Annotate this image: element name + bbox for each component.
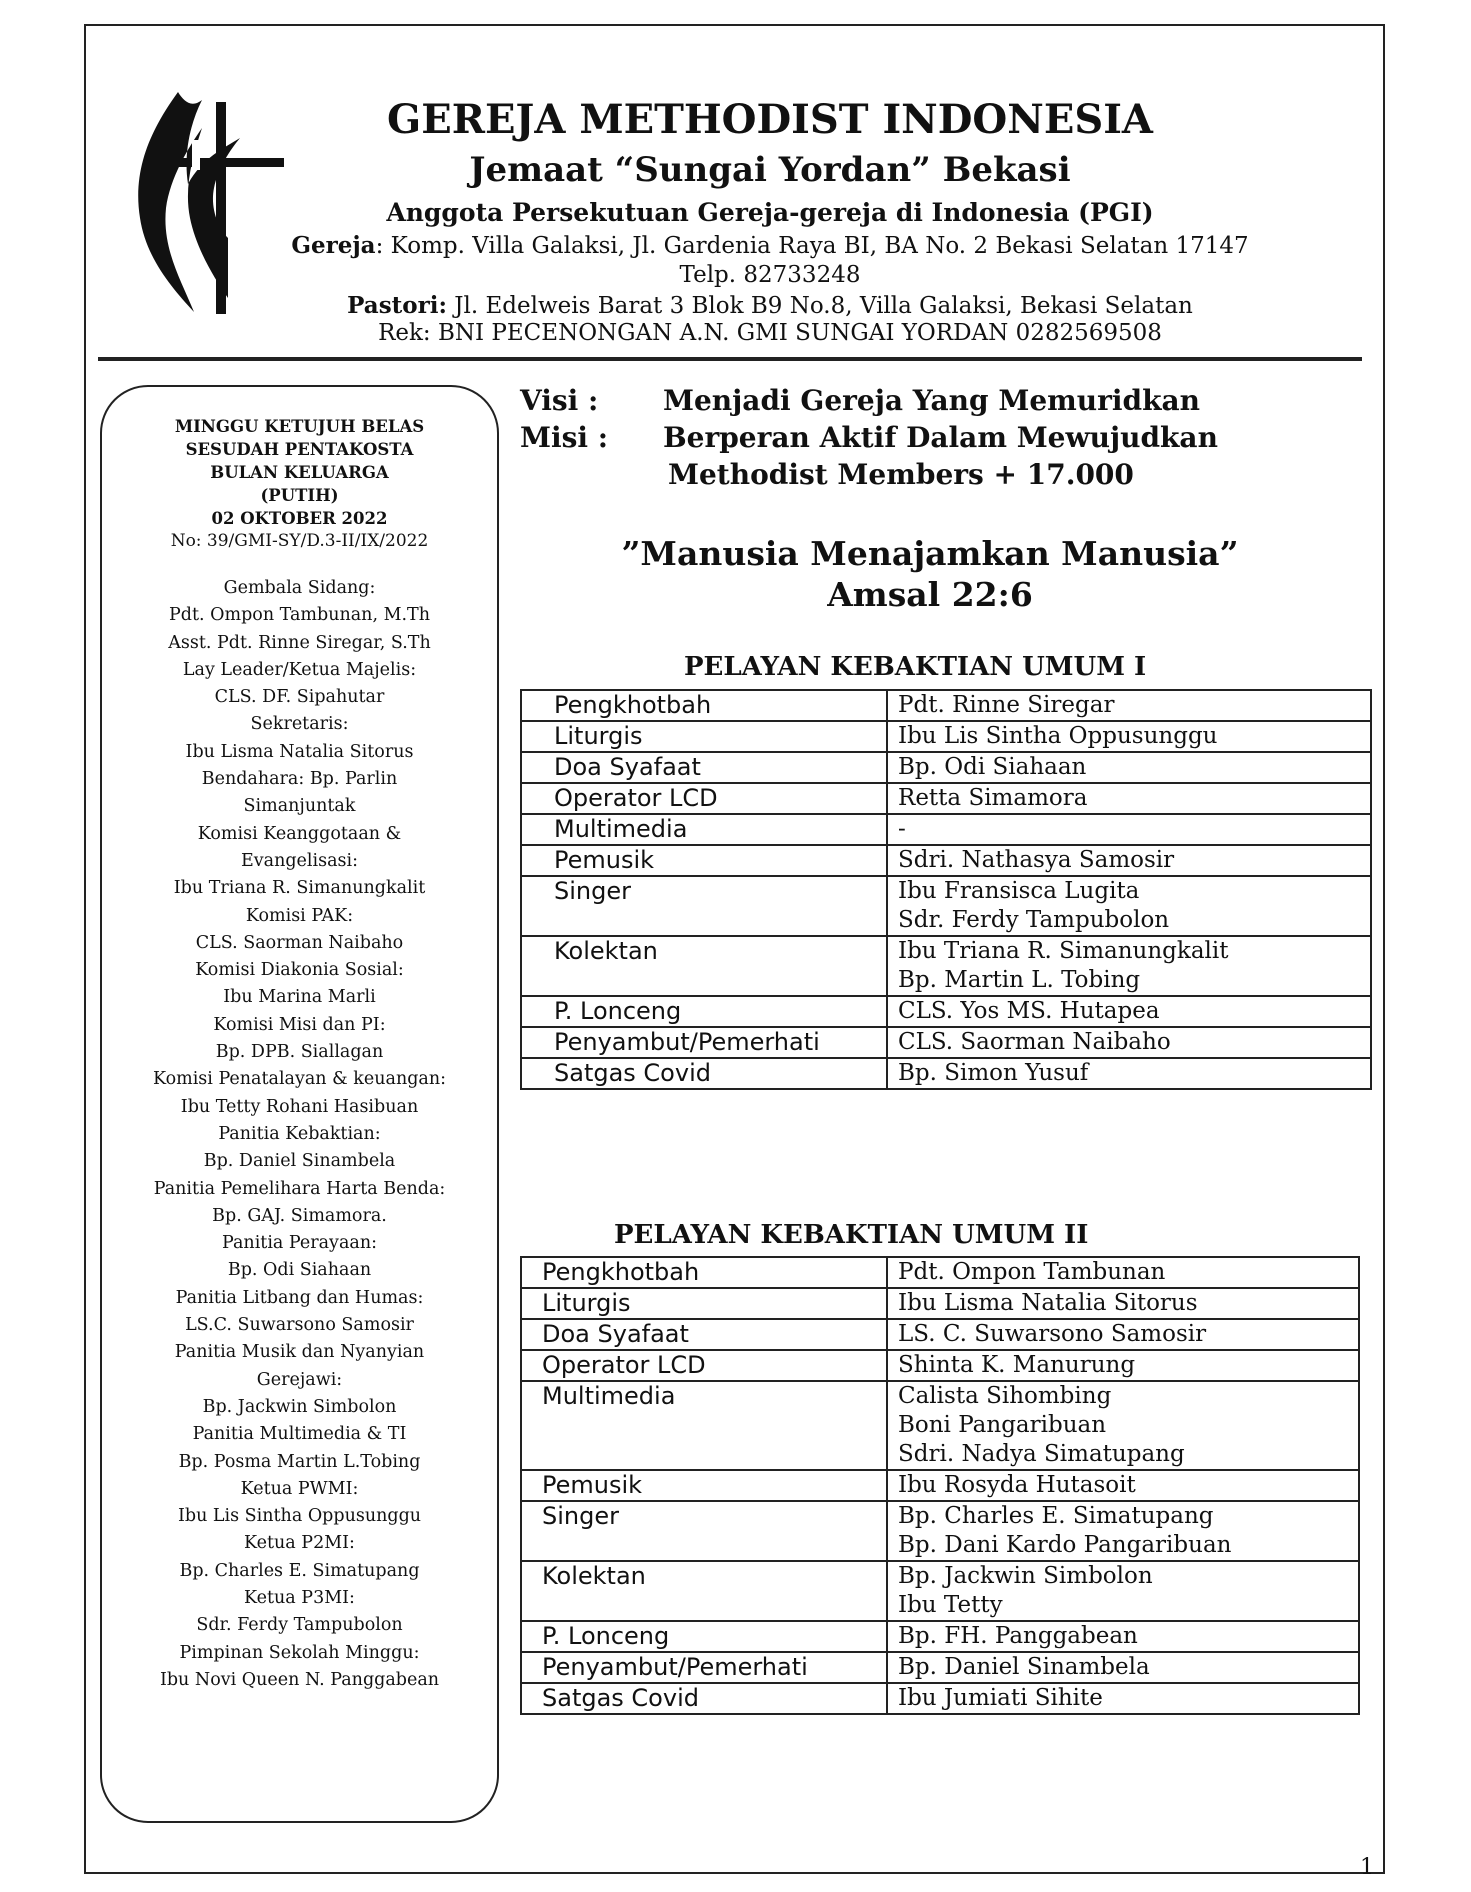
- servant-name: Ibu Lis Sintha Oppusunggu: [898, 723, 1218, 749]
- names-cell: [887, 1288, 1359, 1319]
- staff-line: CLS. Saorman Naibaho: [195, 932, 404, 953]
- names-cell: [887, 1683, 1359, 1714]
- staff-line: Komisi Keanggotaan &: [197, 823, 402, 844]
- service-row: [521, 1621, 1359, 1652]
- names-cell: [887, 996, 1371, 1027]
- service-row: [521, 1058, 1371, 1089]
- servant-name: Ibu Rosyda Hutasoit: [898, 1472, 1136, 1498]
- role-cell: Multimedia: [521, 814, 887, 845]
- staff-list: [102, 575, 497, 1694]
- names-cell: [887, 1652, 1359, 1683]
- service-row: [521, 752, 1371, 783]
- names-cell: [887, 1470, 1359, 1501]
- staff-line: Sekretaris:: [250, 714, 349, 735]
- service1-title: PELAYAN KEBAKTIAN UMUM I: [684, 652, 1147, 682]
- staff-line: Komisi PAK:: [245, 905, 354, 926]
- names-cell: [887, 1621, 1359, 1652]
- role-cell: Doa Syafaat: [521, 752, 887, 783]
- service-row: [521, 690, 1371, 721]
- names-cell: [887, 845, 1371, 876]
- servant-name: Bp. FH. Panggabean: [898, 1623, 1138, 1649]
- staff-line: Panitia Musik dan Nyanyian: [174, 1342, 425, 1363]
- servant-name: Sdr. Ferdy Tampubolon: [898, 907, 1170, 933]
- service-row: [521, 1683, 1359, 1714]
- staff-line: Komisi Penatalayan & keuangan:: [152, 1069, 447, 1090]
- staff-line: Bendahara: Bp. Parlin: [201, 769, 398, 790]
- service-row: [521, 783, 1371, 814]
- servant-name: Bp. Martin L. Tobing: [898, 967, 1141, 993]
- staff-line: Ibu Lis Sintha Oppusunggu: [177, 1506, 422, 1527]
- service-row: [521, 1652, 1359, 1683]
- staff-line: Bp. DPB. Siallagan: [215, 1042, 384, 1063]
- staff-line: CLS. DF. Sipahutar: [214, 687, 385, 708]
- names-cell: [887, 783, 1371, 814]
- service-row: [521, 936, 1371, 996]
- service-row: [521, 1381, 1359, 1470]
- names-cell: [887, 1027, 1371, 1058]
- staff-line: Ketua P2MI:: [244, 1533, 355, 1554]
- names-cell: [887, 721, 1371, 752]
- role-cell: P. Lonceng: [521, 1621, 887, 1652]
- servant-name: Boni Pangaribuan: [898, 1412, 1107, 1438]
- service-row: [521, 721, 1371, 752]
- servant-name: Retta Simamora: [898, 785, 1088, 811]
- names-cell: [887, 1350, 1359, 1381]
- bank-account: Rek: BNI PECENONGAN A.N. GMI SUNGAI YORDAN 0282569508: [378, 320, 1162, 346]
- servant-name: -: [898, 816, 906, 842]
- staff-line: Ketua PWMI:: [240, 1478, 359, 1499]
- servant-name: Ibu Fransisca Lugita: [898, 878, 1140, 904]
- misi-text-2: Methodist Members + 17.000: [668, 458, 1134, 491]
- staff-line: Bp. Daniel Sinambela: [203, 1151, 396, 1172]
- servant-name: Bp. Jackwin Simbolon: [898, 1563, 1153, 1589]
- church-title: GEREJA METHODIST INDONESIA: [387, 96, 1153, 143]
- staff-line: Evangelisasi:: [240, 850, 358, 871]
- role-cell: Pengkhotbah: [521, 1257, 887, 1288]
- staff-line: Bp. Odi Siahaan: [227, 1260, 372, 1281]
- staff-line: Gembala Sidang:: [223, 578, 376, 598]
- names-cell: [887, 1561, 1359, 1621]
- servant-name: Bp. Dani Kardo Pangaribuan: [898, 1532, 1232, 1558]
- service-row: [521, 1288, 1359, 1319]
- role-cell: Satgas Covid: [521, 1683, 887, 1714]
- theme-verse: Amsal 22:6: [827, 575, 1033, 614]
- staff-line: Pimpinan Sekolah Minggu:: [179, 1642, 420, 1663]
- role-cell: Penyambut/Pemerhati: [521, 1652, 887, 1683]
- servant-name: Pdt. Rinne Siregar: [898, 692, 1115, 718]
- role-cell: Pemusik: [521, 845, 887, 876]
- misi-label: Misi :: [520, 421, 609, 454]
- names-cell: [887, 1501, 1359, 1561]
- misi-text-1: Berperan Aktif Dalam Mewujudkan: [663, 421, 1218, 454]
- staff-line: Sdr. Ferdy Tampubolon: [196, 1615, 403, 1636]
- staff-line: Panitia Kebaktian:: [218, 1123, 381, 1144]
- role-cell: Liturgis: [521, 1288, 887, 1319]
- membership-line: Anggota Persekutuan Gereja-gereja di Indonesia (PGI): [386, 198, 1154, 227]
- staff-line: Komisi Diakonia Sosial:: [195, 960, 404, 981]
- role-cell: Liturgis: [521, 721, 887, 752]
- service-row: [521, 1561, 1359, 1621]
- parsonage-address: Pastori: Jl. Edelweis Barat 3 Blok B9 No.8, Villa Galaksi, Bekasi Selatan: [347, 292, 1193, 319]
- names-cell: [887, 936, 1371, 996]
- theme-title: ”Manusia Menajamkan Manusia”: [621, 534, 1239, 573]
- role-cell: Operator LCD: [521, 783, 887, 814]
- role-cell: Operator LCD: [521, 1350, 887, 1381]
- servant-name: CLS. Yos MS. Hutapea: [898, 998, 1160, 1024]
- servant-name: CLS. Saorman Naibaho: [898, 1029, 1171, 1055]
- servant-name: Sdri. Nathasya Samosir: [898, 847, 1175, 873]
- header-divider: [98, 357, 1362, 361]
- staff-line: Bp. GAJ. Simamora.: [212, 1205, 387, 1226]
- service-row: [521, 1027, 1371, 1058]
- names-cell: [887, 690, 1371, 721]
- role-cell: P. Lonceng: [521, 996, 887, 1027]
- service-row: [521, 1319, 1359, 1350]
- servant-name: Ibu Tetty: [898, 1592, 1003, 1618]
- staff-line: Bp. Posma Martin L.Tobing: [178, 1451, 421, 1472]
- role-cell: Pengkhotbah: [521, 690, 887, 721]
- staff-line: Bp. Jackwin Simbolon: [202, 1396, 397, 1417]
- page-number: 1: [1360, 1855, 1374, 1880]
- staff-line: Panitia Litbang dan Humas:: [175, 1287, 424, 1308]
- service2-title: PELAYAN KEBAKTIAN UMUM II: [614, 1220, 1089, 1250]
- bulletin-number: No: 39/GMI-SY/D.3-II/IX/2022: [170, 531, 429, 551]
- names-cell: [887, 752, 1371, 783]
- service-row: [521, 1470, 1359, 1501]
- staff-line: Lay Leader/Ketua Majelis:: [182, 659, 417, 680]
- role-cell: Singer: [521, 876, 887, 936]
- staff-line: Panitia Pemelihara Harta Benda:: [153, 1178, 446, 1199]
- staff-line: Pdt. Ompon Tambunan, M.Th: [169, 605, 430, 626]
- service-row: [521, 814, 1371, 845]
- staff-line: Ibu Novi Queen N. Panggabean: [159, 1669, 440, 1690]
- servant-name: Calista Sihombing: [898, 1383, 1112, 1409]
- staff-line: Ibu Tetty Rohani Hasibuan: [180, 1096, 419, 1117]
- phone-number: Telp. 82733248: [679, 262, 861, 288]
- names-cell: [887, 814, 1371, 845]
- staff-line: Panitia Perayaan:: [222, 1233, 377, 1254]
- service-row: [521, 845, 1371, 876]
- liturgical-heading: MINGGU KETUJUH BELAS SESUDAH PENTAKOSTA BULAN KELUARGA (PUTIH) 02 OKTOBER 2022: [174, 417, 425, 528]
- church-address: Gereja: Komp. Villa Galaksi, Jl. Gardenia Raya BI, BA No. 2 Bekasi Selatan 17147: [291, 232, 1249, 259]
- congregation-name: Jemaat “Sungai Yordan” Bekasi: [469, 150, 1071, 190]
- staff-line: Asst. Pdt. Rinne Siregar, S.Th: [168, 632, 431, 653]
- servant-name: Bp. Odi Siahaan: [898, 754, 1087, 780]
- names-cell: [887, 1257, 1359, 1288]
- service-row: [521, 1501, 1359, 1561]
- servant-name: LS. C. Suwarsono Samosir: [898, 1321, 1207, 1347]
- servant-name: Bp. Charles E. Simatupang: [898, 1503, 1214, 1529]
- role-cell: Kolektan: [521, 1561, 887, 1621]
- servant-name: Pdt. Ompon Tambunan: [898, 1259, 1166, 1285]
- role-cell: Pemusik: [521, 1470, 887, 1501]
- visi-label: Visi :: [520, 384, 599, 417]
- servant-name: Ibu Lisma Natalia Sitorus: [898, 1290, 1198, 1316]
- staff-line: Simanjuntak: [243, 796, 356, 817]
- names-cell: [887, 1319, 1359, 1350]
- role-cell: Singer: [521, 1501, 887, 1561]
- names-cell: [887, 876, 1371, 936]
- role-cell: Multimedia: [521, 1381, 887, 1470]
- servant-name: Sdri. Nadya Simatupang: [898, 1441, 1185, 1467]
- staff-line: Gerejawi:: [256, 1369, 343, 1390]
- staff-line: LS.C. Suwarsono Samosir: [185, 1315, 414, 1336]
- servant-name: Bp. Simon Yusuf: [898, 1060, 1089, 1086]
- service-row: [521, 876, 1371, 936]
- servant-name: Ibu Jumiati Sihite: [898, 1685, 1103, 1711]
- staff-line: Bp. Charles E. Simatupang: [179, 1560, 420, 1581]
- staff-line: Panitia Multimedia & TI: [192, 1424, 407, 1445]
- role-cell: Kolektan: [521, 936, 887, 996]
- staff-line: Komisi Misi dan PI:: [213, 1014, 386, 1035]
- service1-table: [520, 689, 1372, 1090]
- staff-line: Ibu Lisma Natalia Sitorus: [185, 741, 414, 762]
- service2-table: [520, 1256, 1360, 1715]
- servant-name: Ibu Triana R. Simanungkalit: [898, 938, 1229, 964]
- staff-line: Ketua P3MI:: [244, 1587, 355, 1608]
- staff-line: Ibu Marina Marli: [223, 987, 376, 1008]
- service-row: [521, 1257, 1359, 1288]
- role-cell: Doa Syafaat: [521, 1319, 887, 1350]
- names-cell: [887, 1058, 1371, 1089]
- servant-name: Bp. Daniel Sinambela: [898, 1654, 1150, 1680]
- service-row: [521, 1350, 1359, 1381]
- staff-sidebar: [100, 385, 499, 1823]
- servant-name: Shinta K. Manurung: [898, 1352, 1136, 1378]
- role-cell: Penyambut/Pemerhati: [521, 1027, 887, 1058]
- role-cell: Satgas Covid: [521, 1058, 887, 1089]
- service-row: [521, 996, 1371, 1027]
- names-cell: [887, 1381, 1359, 1470]
- staff-line: Ibu Triana R. Simanungkalit: [173, 878, 426, 899]
- visi-text: Menjadi Gereja Yang Memuridkan: [663, 384, 1201, 417]
